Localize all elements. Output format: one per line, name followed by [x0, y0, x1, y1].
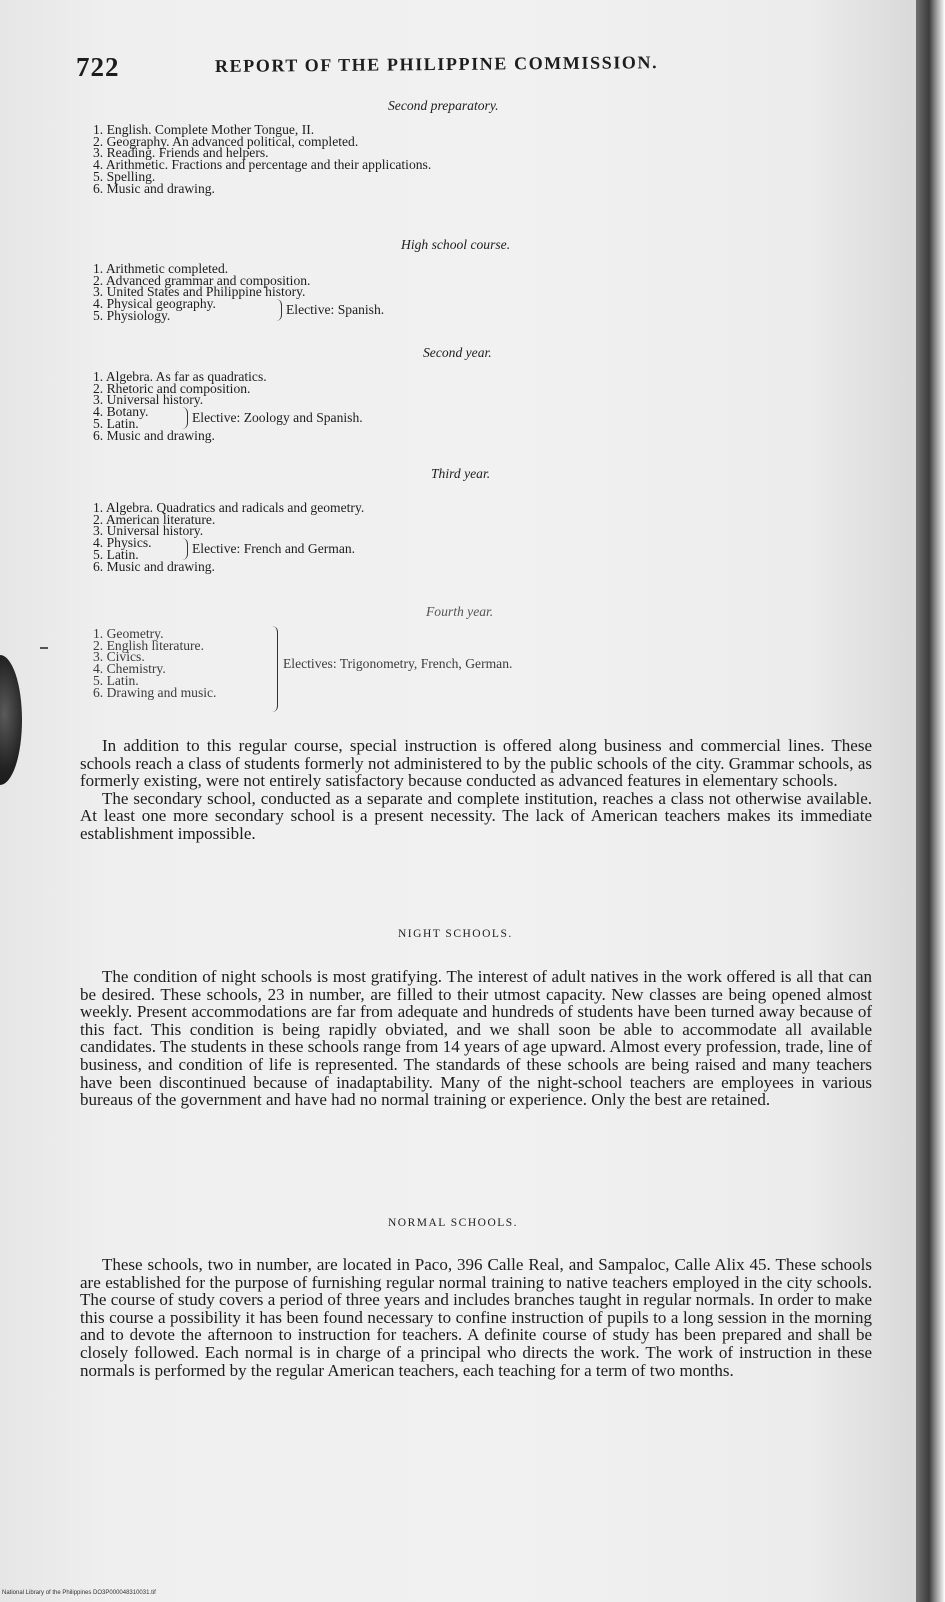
elective-note: Electives: Trigonometry, French, German.	[283, 655, 513, 671]
list-item: 1. Algebra. Quadratics and radicals and geometry.	[93, 499, 365, 515]
list-item: 5. Latin.	[93, 415, 139, 431]
night-schools-paragraph	[80, 968, 872, 1109]
thumb-shadow	[0, 655, 22, 785]
list-item: 6. Music and drawing.	[93, 558, 215, 574]
section-heading: Fourth year.	[426, 604, 494, 619]
list-item: 4. Botany.	[93, 404, 149, 420]
list-item: 5. Latin.	[93, 546, 139, 562]
list-item: 2. Geography. An advanced political, completed.	[93, 133, 359, 149]
paragraph: These schools, two in number, are located in Paco, 396 Calle Real, and Sampaloc, Calle Alix 45. These schools are established for the purpose of furnishing regular normal training to native teachers employed in the city schools. The course of study covers a period of three years and includes branches taught in regular normals. In order to make this course a possibility it has been found necessary to confine instruction of pupils to a long session in the morning and to devote the afternoon to instruction for teachers. A definite course of study has been prepared and shall be closely followed. Each normal is in charge of a principal who directs the work. The work of instruction in these normals is performed by the regular American teachers, each teaching for a term of two months.	[80, 1255, 872, 1380]
list-item: 3. Universal history.	[93, 392, 204, 408]
list-item: 6. Music and drawing.	[93, 180, 215, 196]
second-preparatory-section	[93, 100, 499, 195]
list-item: 4. Physics.	[93, 535, 152, 551]
third-year-section	[93, 468, 490, 573]
page-header	[76, 52, 756, 82]
list-item: 5. Spelling.	[93, 168, 156, 184]
list-item: 2. Rhetoric and composition.	[93, 380, 251, 396]
list-item: 1. English. Complete Mother Tongue, II.	[93, 121, 315, 137]
brace	[276, 299, 282, 321]
intro-paragraphs	[80, 737, 872, 843]
paragraph: In addition to this regular course, special instruction is offered along business and commercial lines. These schools reach a class of students formerly not administered to by the public schools of the city. Grammar schools, as formerly existing, were not entirely satisfactory because conducted as advanced features in elementary schools.	[80, 736, 872, 791]
list-item: 4. Physical geography.	[93, 296, 216, 312]
second-year-section	[93, 347, 492, 442]
night-schools-heading: NIGHT SCHOOLS.	[398, 928, 513, 940]
list-item: 5. Physiology.	[93, 307, 171, 323]
section-heading: Second year.	[423, 345, 492, 360]
list-item: 6. Music and drawing.	[93, 427, 215, 443]
page-number: 722	[76, 52, 120, 82]
list-item: 3. Civics.	[93, 649, 145, 665]
scan-footer: National Library of the Philippines DO3P000048310031.tif	[2, 1590, 156, 1596]
paragraph: The secondary school, conducted as a separate and complete institution, reaches a class not otherwise available. At least one more secondary school is a present necessity. The lack of American teachers makes its immediate establishment impossible.	[80, 788, 872, 843]
brace	[271, 626, 278, 712]
section-heading: Second preparatory.	[388, 98, 499, 113]
brace	[182, 538, 188, 560]
list-item: 5. Latin.	[93, 672, 139, 688]
normal-schools-paragraph	[80, 1256, 872, 1379]
list-item: 2. English literature.	[93, 637, 204, 653]
elective-group	[93, 298, 510, 322]
elective-note: Elective: Spanish.	[286, 302, 385, 318]
section-heading: High school course.	[401, 237, 511, 252]
list-item: 4. Chemistry.	[93, 661, 166, 677]
list-item: 1. Arithmetic completed.	[93, 260, 229, 276]
section-heading: Third year.	[431, 466, 491, 481]
elective-note: Elective: French and German.	[192, 541, 356, 557]
list-item: 6. Drawing and music.	[93, 684, 217, 700]
fourth-year-section	[93, 604, 513, 700]
ink-mark	[40, 647, 48, 649]
running-title: REPORT OF THE PHILIPPINE COMMISSION.	[214, 52, 659, 76]
list-item: 3. Universal history.	[93, 523, 204, 539]
elective-group	[93, 537, 490, 561]
paragraph: The condition of night schools is most gratifying. The interest of adult natives in the work offered is all that can be desired. These schools, 23 in number, are filled to their utmost capacity. New classes are being opened almost weekly. Present accommodations are far from adequate and hundreds of students have been turned away because of this fact. This condition is being rapidly obviated, and we shall soon be able to accommodate all available candidates. The students in these schools range from 14 years of age upward. Almost every profession, trade, line of business, and condition of life is represented. The standards of these schools are being raised and many teachers have been discontinued because of inadaptability. Many of the night-school teachers are employees in various bureaus of the government and have had no normal training or experience. Only the best are retained.	[80, 967, 872, 1110]
elective-group	[93, 625, 513, 700]
book-spine	[916, 0, 945, 1602]
normal-schools-heading: NORMAL SCHOOLS.	[388, 1217, 519, 1229]
list-item: 1. Geometry.	[93, 625, 164, 641]
list-item: 2. American literature.	[93, 511, 216, 527]
list-item: 2. Advanced grammar and composition.	[93, 272, 311, 288]
list-item: 4. Arithmetic. Fractions and percentage and their applications.	[93, 157, 432, 173]
brace	[182, 407, 188, 429]
high-school-section	[93, 239, 510, 322]
list-item: 3. United States and Philippine history.	[93, 284, 306, 300]
list-item: 1. Algebra. As far as quadratics.	[93, 368, 267, 384]
list-item: 3. Reading. Friends and helpers.	[93, 145, 269, 161]
elective-note: Elective: Zoology and Spanish.	[192, 410, 363, 426]
elective-group	[93, 406, 492, 430]
